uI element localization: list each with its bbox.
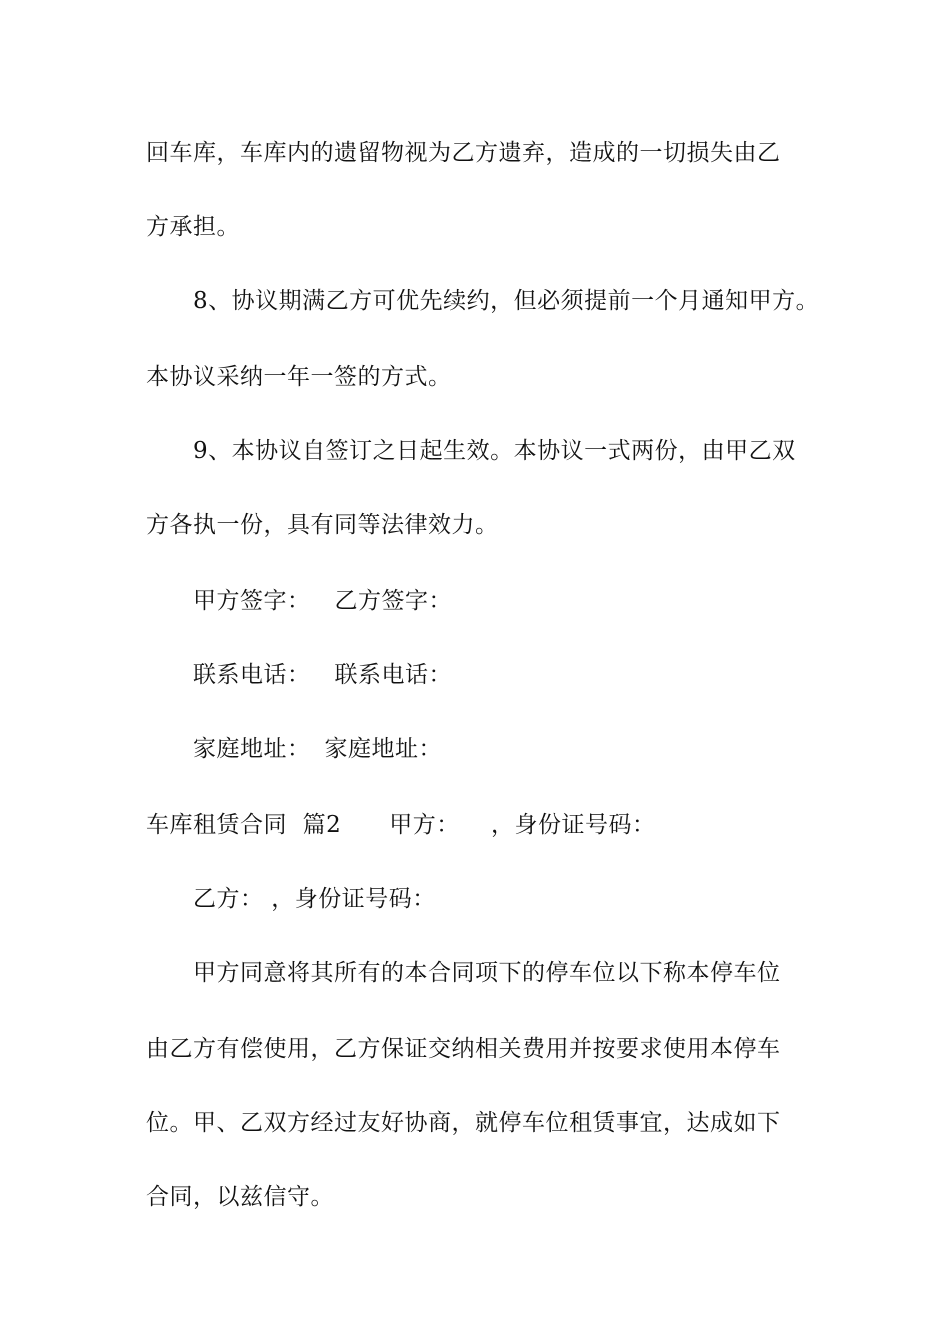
party-a-phone-label: 联系电话： bbox=[193, 662, 311, 688]
section2-paragraph-line: 合同，以兹信守。 bbox=[146, 1184, 334, 1210]
signature-row bbox=[193, 586, 452, 616]
party-a-address-label: 家庭地址： bbox=[193, 736, 311, 762]
section2-paragraph-line: 甲方同意将其所有的本合同项下的停车位以下称本停车位 bbox=[193, 960, 781, 986]
party-a-sign-label: 甲方签字： bbox=[193, 588, 311, 614]
section2-header-row bbox=[146, 810, 656, 840]
section2-party-a: 甲方： ，身份证号码： bbox=[389, 812, 656, 838]
party-b-sign-label: 乙方签字： bbox=[334, 588, 452, 614]
party-b-phone-label: 联系电话： bbox=[334, 662, 452, 688]
paragraph-line: 回车库，车库内的遗留物视为乙方遗弃，造成的一切损失由乙 bbox=[146, 140, 781, 166]
address-row bbox=[193, 734, 442, 764]
paragraph-line: 方各执一份，具有同等法律效力。 bbox=[146, 512, 499, 538]
section2-title: 车库租赁合同 篇2 bbox=[146, 812, 342, 838]
section2-paragraph-line: 由乙方有偿使用，乙方保证交纳相关费用并按要求使用本停车 bbox=[146, 1036, 781, 1062]
phone-row bbox=[193, 660, 452, 690]
section2-paragraph-line: 位。甲、乙双方经过友好协商，就停车位租赁事宜，达成如下 bbox=[146, 1110, 781, 1136]
clause-8-line: 8、协议期满乙方可优先续约，但必须提前一个月通知甲方。 bbox=[193, 288, 820, 314]
party-b-address-label: 家庭地址： bbox=[324, 736, 442, 762]
paragraph-line: 本协议采纳一年一签的方式。 bbox=[146, 364, 452, 390]
section2-party-b: 乙方： ，身份证号码： bbox=[193, 886, 436, 912]
paragraph-line: 方承担。 bbox=[146, 214, 240, 240]
clause-9-line: 9、本协议自签订之日起生效。本协议一式两份，由甲乙双 bbox=[193, 438, 796, 464]
